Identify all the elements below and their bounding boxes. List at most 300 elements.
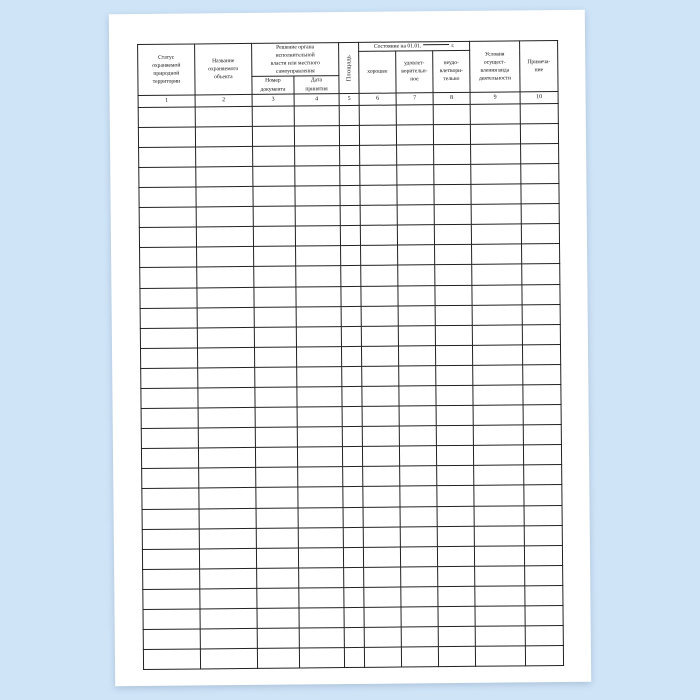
table-cell[interactable] — [363, 486, 400, 506]
table-cell[interactable] — [199, 508, 256, 529]
table-cell[interactable] — [253, 186, 295, 206]
table-cell[interactable] — [438, 586, 475, 606]
table-cell[interactable] — [257, 588, 299, 608]
table-cell[interactable] — [255, 387, 297, 407]
table-cell[interactable] — [524, 505, 562, 525]
table-cell[interactable] — [435, 265, 472, 285]
table-cell[interactable] — [437, 466, 474, 486]
table-cell[interactable] — [521, 224, 559, 244]
table-cell[interactable] — [138, 107, 195, 128]
table-cell[interactable] — [397, 225, 434, 245]
table-cell[interactable] — [255, 427, 297, 447]
table-cell[interactable] — [520, 103, 558, 123]
table-cell[interactable] — [196, 146, 253, 167]
table-cell[interactable] — [400, 526, 437, 546]
table-cell[interactable] — [339, 125, 359, 145]
table-cell[interactable] — [254, 307, 296, 327]
table-cell[interactable] — [294, 105, 339, 126]
table-cell[interactable] — [400, 486, 437, 506]
table-cell[interactable] — [340, 145, 360, 165]
table-cell[interactable] — [344, 607, 364, 627]
table-cell[interactable] — [197, 347, 254, 368]
table-cell[interactable] — [343, 487, 363, 507]
table-cell[interactable] — [361, 306, 398, 326]
table-cell[interactable] — [523, 384, 561, 404]
table-cell[interactable] — [471, 144, 521, 165]
table-cell[interactable] — [256, 487, 298, 507]
table-cell[interactable] — [474, 525, 524, 546]
table-cell[interactable] — [197, 287, 254, 308]
table-cell[interactable] — [472, 264, 522, 285]
table-cell[interactable] — [195, 106, 252, 127]
table-cell[interactable] — [524, 465, 562, 485]
table-cell[interactable] — [472, 304, 522, 325]
table-cell[interactable] — [344, 587, 364, 607]
table-cell[interactable] — [297, 447, 342, 468]
table-cell[interactable] — [254, 347, 296, 367]
table-cell[interactable] — [475, 566, 525, 587]
table-cell[interactable] — [434, 184, 471, 204]
table-cell[interactable] — [397, 205, 434, 225]
table-cell[interactable] — [297, 366, 342, 387]
table-cell[interactable] — [296, 246, 341, 267]
table-cell[interactable] — [363, 507, 400, 527]
table-cell[interactable] — [296, 306, 341, 327]
table-cell[interactable] — [196, 166, 253, 187]
table-cell[interactable] — [398, 285, 435, 305]
table-cell[interactable] — [436, 446, 473, 466]
table-cell[interactable] — [299, 628, 344, 649]
table-cell[interactable] — [525, 626, 563, 646]
table-cell[interactable] — [474, 465, 524, 486]
table-cell[interactable] — [139, 207, 196, 228]
table-cell[interactable] — [362, 386, 399, 406]
column-number-5: 5 — [339, 93, 359, 105]
table-cell[interactable] — [341, 286, 361, 306]
table-cell[interactable] — [435, 325, 472, 345]
table-cell[interactable] — [341, 246, 361, 266]
table-cell[interactable] — [472, 244, 522, 265]
table-cell[interactable] — [475, 646, 525, 667]
table-cell[interactable] — [360, 225, 397, 245]
table-cell[interactable] — [399, 386, 436, 406]
table-cell[interactable] — [143, 649, 200, 670]
table-cell[interactable] — [252, 126, 294, 146]
table-cell[interactable] — [361, 326, 398, 346]
table-cell[interactable] — [473, 405, 523, 426]
table-cell[interactable] — [361, 245, 398, 265]
table-cell[interactable] — [399, 426, 436, 446]
table-cell[interactable] — [294, 125, 339, 146]
table-cell[interactable] — [340, 206, 360, 226]
table-cell[interactable] — [438, 646, 475, 666]
table-cell[interactable] — [525, 646, 563, 666]
table-cell[interactable] — [141, 388, 198, 409]
table-cell[interactable] — [344, 648, 364, 668]
table-cell[interactable] — [298, 527, 343, 548]
table-cell[interactable] — [257, 608, 299, 628]
table-cell[interactable] — [435, 245, 472, 265]
table-cell[interactable] — [298, 487, 343, 508]
table-cell[interactable] — [340, 226, 360, 246]
table-cell[interactable] — [198, 428, 255, 449]
table-cell[interactable] — [401, 607, 438, 627]
header-row-1 — [138, 40, 558, 53]
table-cell[interactable] — [521, 163, 559, 183]
table-cell[interactable] — [474, 485, 524, 506]
table-cell[interactable] — [295, 166, 340, 187]
header-status-line1: Статус — [158, 54, 175, 61]
table-cell[interactable] — [342, 386, 362, 406]
table-cell[interactable] — [197, 327, 254, 348]
table-cell[interactable] — [435, 345, 472, 365]
table-cell[interactable] — [299, 587, 344, 608]
table-cell[interactable] — [475, 606, 525, 627]
table-cell[interactable] — [401, 627, 438, 647]
table-cell[interactable] — [343, 467, 363, 487]
table-cell[interactable] — [434, 225, 471, 245]
table-cell[interactable] — [341, 346, 361, 366]
table-cell[interactable] — [397, 185, 434, 205]
table-cell[interactable] — [253, 226, 295, 246]
table-cell[interactable] — [521, 204, 559, 224]
table-cell[interactable] — [362, 406, 399, 426]
table-cell[interactable] — [344, 567, 364, 587]
table-cell[interactable] — [142, 529, 199, 550]
table-cell[interactable] — [523, 445, 561, 465]
table-cell[interactable] — [364, 567, 401, 587]
table-cell[interactable] — [473, 425, 523, 446]
table-cell[interactable] — [471, 184, 521, 205]
table-cell[interactable] — [397, 165, 434, 185]
table-cell[interactable] — [434, 204, 471, 224]
header-notes-line2: ние — [534, 66, 544, 74]
table-cell[interactable] — [525, 585, 563, 605]
table-cell[interactable] — [140, 308, 197, 329]
table-cell[interactable] — [473, 345, 523, 366]
table-cell[interactable] — [139, 187, 196, 208]
table-cell[interactable] — [256, 467, 298, 487]
table-cell[interactable] — [398, 325, 435, 345]
table-cell[interactable] — [364, 587, 401, 607]
table-cell[interactable] — [362, 426, 399, 446]
table-cell[interactable] — [140, 287, 197, 308]
table-cell[interactable] — [342, 427, 362, 447]
table-cell[interactable] — [399, 446, 436, 466]
table-cell[interactable] — [436, 405, 473, 425]
table-cell[interactable] — [256, 548, 298, 568]
table-cell[interactable] — [339, 105, 359, 125]
table-cell[interactable] — [438, 606, 475, 626]
table-cell[interactable] — [139, 227, 196, 248]
table-cell[interactable] — [298, 547, 343, 568]
table-cell[interactable] — [474, 505, 524, 526]
table-cell[interactable] — [139, 147, 196, 168]
table-cell[interactable] — [141, 408, 198, 429]
table-cell[interactable] — [198, 407, 255, 428]
table-cell[interactable] — [438, 566, 475, 586]
table-cell[interactable] — [297, 427, 342, 448]
table-cell[interactable] — [361, 286, 398, 306]
table-cell[interactable] — [341, 326, 361, 346]
table-cell[interactable] — [252, 106, 294, 126]
table-cell[interactable] — [398, 345, 435, 365]
table-cell[interactable] — [521, 184, 559, 204]
table-cell[interactable] — [140, 267, 197, 288]
table-cell[interactable] — [299, 608, 344, 629]
table-cell[interactable] — [254, 327, 296, 347]
table-cell[interactable] — [522, 264, 560, 284]
table-cell[interactable] — [471, 164, 521, 185]
table-cell[interactable] — [471, 224, 521, 245]
table-cell[interactable] — [143, 609, 200, 630]
table-cell[interactable] — [198, 448, 255, 469]
table-cell[interactable] — [396, 124, 433, 144]
table-cell[interactable] — [200, 568, 257, 589]
table-cell[interactable] — [474, 546, 524, 567]
table-cell[interactable] — [363, 547, 400, 567]
table-cell[interactable] — [253, 146, 295, 166]
table-cell[interactable] — [196, 186, 253, 207]
table-cell[interactable] — [140, 247, 197, 268]
table-cell[interactable] — [400, 546, 437, 566]
table-cell[interactable] — [343, 507, 363, 527]
table-cell[interactable] — [196, 207, 253, 228]
table-cell[interactable] — [295, 145, 340, 166]
table-cell[interactable] — [397, 145, 434, 165]
table-cell[interactable] — [143, 589, 200, 610]
table-cell[interactable] — [472, 325, 522, 346]
table-cell[interactable] — [195, 126, 252, 147]
table-cell[interactable] — [400, 506, 437, 526]
table-cell[interactable] — [198, 367, 255, 388]
table-cell[interactable] — [341, 306, 361, 326]
table-cell[interactable] — [295, 206, 340, 227]
table-cell[interactable] — [521, 143, 559, 163]
table-cell[interactable] — [253, 206, 295, 226]
table-cell[interactable] — [436, 365, 473, 385]
table-cell[interactable] — [364, 627, 401, 647]
table-cell[interactable] — [475, 586, 525, 607]
table-cell[interactable] — [198, 387, 255, 408]
table-cell[interactable] — [141, 428, 198, 449]
table-cell[interactable] — [359, 125, 396, 145]
column-number-3: 3 — [252, 94, 294, 106]
table-cell[interactable] — [398, 265, 435, 285]
table-cell[interactable] — [253, 166, 295, 186]
table-cell[interactable] — [437, 506, 474, 526]
table-cell[interactable] — [363, 527, 400, 547]
table-cell[interactable] — [341, 266, 361, 286]
table-cell[interactable] — [139, 167, 196, 188]
table-cell[interactable] — [254, 266, 296, 286]
table-cell[interactable] — [295, 226, 340, 247]
table-cell[interactable] — [437, 546, 474, 566]
table-cell[interactable] — [296, 286, 341, 307]
table-cell[interactable] — [344, 627, 364, 647]
table-cell[interactable] — [401, 647, 438, 667]
table-cell[interactable] — [256, 508, 298, 528]
header-decision-line1: Решение органа — [276, 44, 315, 51]
table-cell[interactable] — [196, 227, 253, 248]
table-cell[interactable] — [473, 385, 523, 406]
table-cell[interactable] — [470, 104, 520, 125]
table-cell[interactable] — [524, 545, 562, 565]
table-cell[interactable] — [401, 566, 438, 586]
table-cell[interactable] — [295, 186, 340, 207]
header-state-unsatisfactory-line2: влетвори- — [439, 68, 464, 75]
table-cell[interactable] — [399, 366, 436, 386]
table-cell[interactable] — [437, 526, 474, 546]
table-cell[interactable] — [523, 344, 561, 364]
table-cell[interactable] — [343, 547, 363, 567]
table-cell[interactable] — [343, 527, 363, 547]
table-cell[interactable] — [142, 468, 199, 489]
table-cell[interactable] — [434, 144, 471, 164]
table-cell[interactable] — [254, 287, 296, 307]
table-cell[interactable] — [523, 405, 561, 425]
table-cell[interactable] — [342, 366, 362, 386]
table-cell[interactable] — [197, 267, 254, 288]
table-cell[interactable] — [361, 346, 398, 366]
table-cell[interactable] — [143, 629, 200, 650]
table-cell[interactable] — [141, 448, 198, 469]
table-cell[interactable] — [257, 568, 299, 588]
table-cell[interactable] — [197, 307, 254, 328]
header-conditions-line2: осущест- — [483, 59, 506, 66]
table-cell[interactable] — [340, 185, 360, 205]
table-cell[interactable] — [143, 569, 200, 590]
table-cell[interactable] — [475, 626, 525, 647]
table-cell[interactable] — [299, 567, 344, 588]
table-cell[interactable] — [520, 123, 558, 143]
header-state-unsatisfactory — [433, 50, 470, 92]
header-document-number — [252, 76, 294, 94]
table-cell[interactable] — [199, 468, 256, 489]
table-cell[interactable] — [362, 446, 399, 466]
header-state-satisfactory-line3: ное — [410, 76, 419, 83]
table-cell[interactable] — [524, 525, 562, 545]
table-cell[interactable] — [363, 466, 400, 486]
table-cell[interactable] — [200, 628, 257, 649]
table-cell[interactable] — [142, 488, 199, 509]
table-cell[interactable] — [525, 565, 563, 585]
header-state-suffix: г. — [451, 42, 455, 50]
header-state-satisfactory — [396, 51, 433, 93]
table-cell[interactable] — [473, 445, 523, 466]
table-cell[interactable] — [256, 528, 298, 548]
table-cell[interactable] — [360, 205, 397, 225]
table-cell[interactable] — [524, 485, 562, 505]
table-cell[interactable] — [359, 105, 396, 125]
table-cell[interactable] — [199, 528, 256, 549]
table-cell[interactable] — [296, 266, 341, 287]
table-cell[interactable] — [296, 346, 341, 367]
table-cell[interactable] — [297, 407, 342, 428]
table-cell[interactable] — [525, 605, 563, 625]
table-cell[interactable] — [257, 628, 299, 648]
table-cell[interactable] — [433, 124, 470, 144]
table-cell[interactable] — [138, 127, 195, 148]
table-cell[interactable] — [522, 244, 560, 264]
column-number-1: 1 — [138, 95, 195, 108]
table-cell[interactable] — [361, 265, 398, 285]
table-cell[interactable] — [436, 385, 473, 405]
table-cell[interactable] — [140, 328, 197, 349]
table-cell[interactable] — [255, 407, 297, 427]
table-cell[interactable] — [360, 145, 397, 165]
table-cell[interactable] — [470, 124, 520, 145]
table-cell[interactable] — [472, 284, 522, 305]
table-cell[interactable] — [435, 285, 472, 305]
table-cell[interactable] — [473, 365, 523, 386]
header-state-unsatisfactory-line3: тельно — [443, 76, 460, 83]
table-cell[interactable] — [254, 246, 296, 266]
table-cell[interactable] — [436, 425, 473, 445]
table-cell[interactable] — [438, 626, 475, 646]
table-cell[interactable] — [434, 164, 471, 184]
table-cell[interactable] — [199, 548, 256, 569]
table-cell[interactable] — [199, 488, 256, 509]
table-cell[interactable] — [364, 607, 401, 627]
table-cell[interactable] — [400, 466, 437, 486]
table-cell[interactable] — [200, 588, 257, 609]
header-area-label: Площадь — [345, 54, 353, 81]
table-cell[interactable] — [396, 104, 433, 124]
table-cell[interactable] — [297, 387, 342, 408]
table-cell[interactable] — [398, 245, 435, 265]
table-cell[interactable] — [299, 648, 344, 669]
table-cell[interactable] — [398, 305, 435, 325]
table-cell[interactable] — [296, 326, 341, 347]
table-cell[interactable] — [523, 425, 561, 445]
table-cell[interactable] — [340, 165, 360, 185]
table-cell[interactable] — [522, 284, 560, 304]
table-cell[interactable] — [362, 366, 399, 386]
table-cell[interactable] — [142, 508, 199, 529]
table-cell[interactable] — [522, 324, 560, 344]
table-cell[interactable] — [399, 406, 436, 426]
table-cell[interactable] — [522, 304, 560, 324]
table-cell[interactable] — [142, 549, 199, 570]
table-cell[interactable] — [197, 247, 254, 268]
table-cell[interactable] — [360, 165, 397, 185]
table-cell[interactable] — [342, 406, 362, 426]
table-cell[interactable] — [523, 364, 561, 384]
table-cell[interactable] — [255, 367, 297, 387]
table-cell[interactable] — [298, 467, 343, 488]
table-cell[interactable] — [255, 447, 297, 467]
table-head — [138, 40, 558, 95]
table-cell[interactable] — [141, 368, 198, 389]
table-cell[interactable] — [140, 348, 197, 369]
table-cell[interactable] — [435, 305, 472, 325]
column-number-8: 8 — [433, 92, 470, 104]
table-cell[interactable] — [342, 447, 362, 467]
table-cell[interactable] — [364, 647, 401, 667]
table-cell[interactable] — [437, 486, 474, 506]
table-cell[interactable] — [360, 185, 397, 205]
table-cell[interactable] — [433, 104, 470, 124]
table-cell[interactable] — [401, 587, 438, 607]
table-cell[interactable] — [257, 648, 299, 668]
header-state-satisfactory-line1: удовлет- — [404, 60, 425, 67]
table-cell[interactable] — [471, 204, 521, 225]
table-cell[interactable] — [200, 608, 257, 629]
table-row[interactable] — [143, 646, 563, 670]
table-cell[interactable] — [200, 649, 257, 670]
table-cell[interactable] — [298, 507, 343, 528]
